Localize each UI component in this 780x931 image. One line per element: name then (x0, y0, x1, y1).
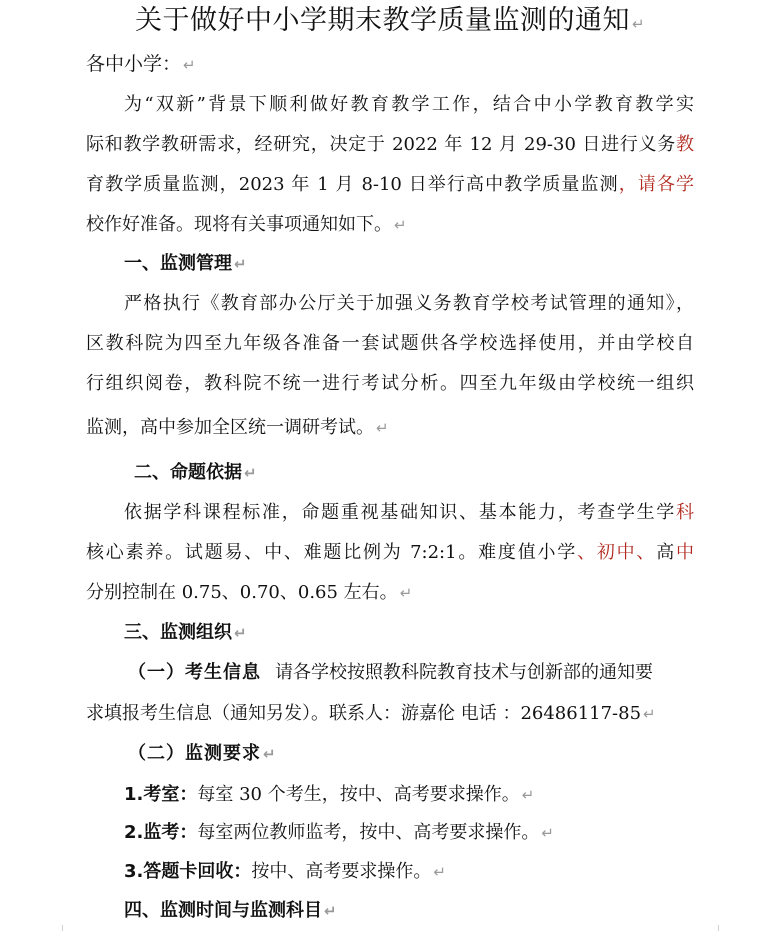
margin-corner-mark (62, 925, 63, 931)
intro-line-2: 际和教学教研需求，经研究，决定于 2022 年 12 月 29-30 日进行义务教 (86, 134, 694, 155)
paragraph-mark-icon: ↵ (541, 824, 554, 842)
paragraph-mark-icon: ↵ (394, 216, 407, 234)
intro-line-1: 为“双新”背景下顺利做好教育教学工作，结合中小学教育教学实 (124, 94, 694, 115)
section-1-line-2: 区教科院为四至九年级各准备一套试题供各学校选择使用，并由学校自 (86, 333, 694, 354)
underlined-term: 监测 (580, 174, 619, 195)
paragraph-mark-icon: ↵ (324, 902, 337, 920)
paragraph-mark-icon: ↵ (263, 745, 277, 763)
section-1-heading: 一、监测管理 ↵ (124, 253, 247, 274)
subsection-1-line-2: 求填报考生信息（通知另发）。联系人：游嘉伦 电话 ：26486117-85 ↵ (86, 703, 656, 724)
section-2-line-3: 分别控制在 0.75、0.70、0.65 左右。 ↵ (86, 582, 413, 603)
intro-line-4: 校作好准备。现将有关事项通知如下。 ↵ (86, 214, 407, 235)
section-3-heading: 三、监测组织 ↵ (124, 622, 247, 643)
requirement-item-1: 1.考室：每室 30 个考生，按中、高考要求操作。 ↵ (124, 784, 535, 805)
intro-line-3: 育教学质量监测，2023 年 1 月 8-10 日举行高中教学质量监测，请各学 (86, 174, 694, 195)
paragraph-mark-icon: ↵ (234, 255, 247, 273)
section-4-heading: 四、监测时间与监测科目 ↵ (124, 900, 337, 921)
section-2-line-1: 依据学科课程标准，命题重视基础知识、基本能力，考查学生学科 (124, 502, 694, 523)
section-1-line-1: 严格执行《教育部办公厅关于加强义务教育学校考试管理的通知》， (124, 293, 694, 314)
paragraph-mark-icon: ↵ (643, 705, 656, 723)
section-2-heading: 二、命题依据 ↵ (134, 462, 257, 483)
paragraph-mark-icon: ↵ (433, 863, 446, 881)
subsection-2-heading: （二）监测要求 ↵ (128, 743, 277, 764)
greeting: 各中小学： ↵ (86, 53, 196, 75)
paragraph-mark-icon: ↵ (244, 464, 257, 482)
requirement-item-3: 3.答题卡回收：按中、高考要求操作。 ↵ (124, 861, 446, 882)
section-2-line-2: 核心素养。试题易、中、难题比例为 7:2:1。难度值小学、初中、高中 (86, 542, 695, 563)
requirement-item-2: 2.监考：每室两位教师监考，按中、高考要求操作。 ↵ (124, 822, 554, 843)
section-1-line-3: 行组织阅卷，教科院不统一进行考试分析。四至九年级由学校统一组织 (86, 373, 694, 394)
margin-corner-mark (718, 925, 719, 931)
paragraph-mark-icon: ↵ (376, 419, 389, 437)
document-title: 关于做好中小学期末教学质量监测的通知 ↵ (134, 5, 646, 36)
subsection-1-line-1: （一）考生信息 请各学校按照教科院教育技术与创新部的通知要 (128, 662, 653, 683)
paragraph-mark-icon: ↵ (234, 624, 247, 642)
paragraph-mark-icon: ↵ (399, 584, 413, 602)
paragraph-mark-icon: ↵ (183, 56, 196, 74)
section-1-line-4: 监测，高中参加全区统一调研考试。 ↵ (86, 417, 389, 438)
paragraph-mark-icon: ↵ (631, 15, 646, 33)
paragraph-mark-icon: ↵ (521, 786, 535, 804)
